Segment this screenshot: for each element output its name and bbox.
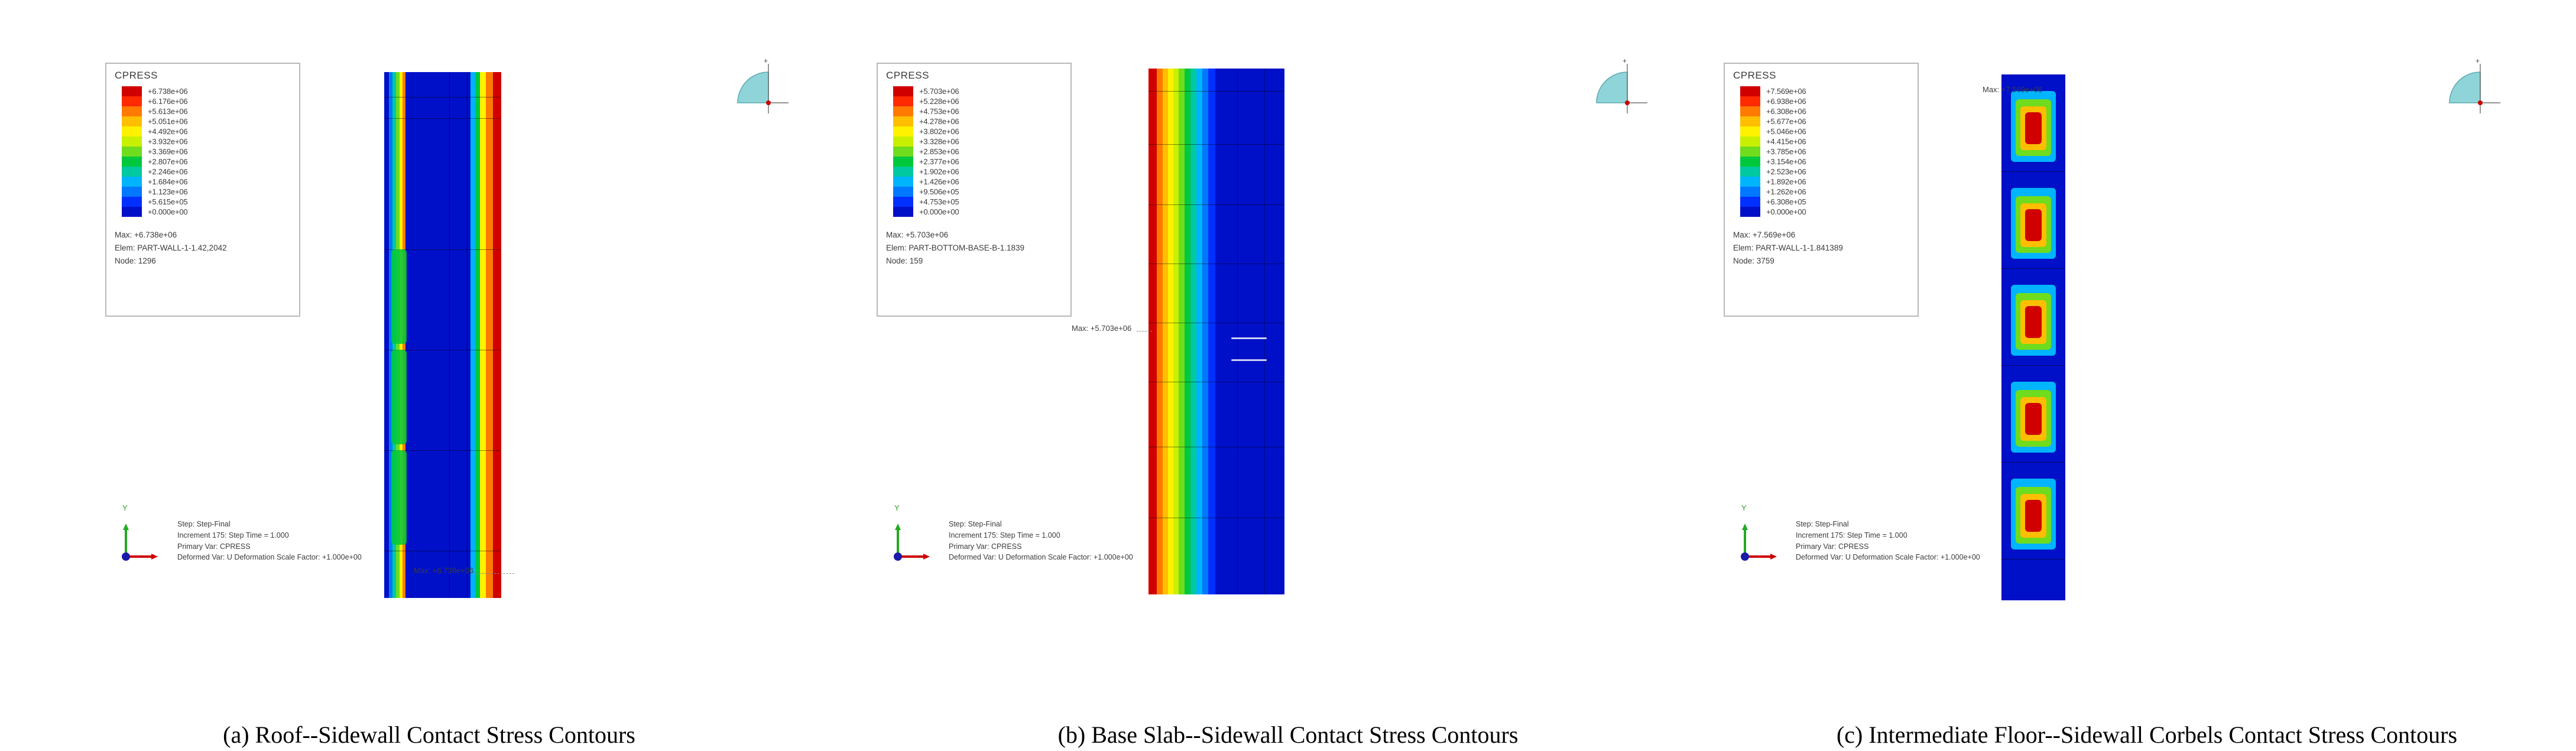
contour-band bbox=[405, 72, 474, 598]
legend-value: +2.807e+06 bbox=[148, 157, 188, 166]
legend-entry bbox=[122, 147, 188, 157]
orientation-plus-label: + bbox=[1623, 57, 1627, 65]
legend-entry bbox=[893, 86, 959, 96]
legend-value: +4.753e+05 bbox=[919, 197, 959, 206]
orientation-icon bbox=[2439, 59, 2504, 124]
primary-var-line: Primary Var: CPRESS bbox=[949, 542, 1022, 551]
legend-entry bbox=[893, 187, 959, 197]
legend-swatch bbox=[1740, 116, 1760, 126]
stress-hotspot bbox=[391, 350, 407, 444]
legend-entry bbox=[1740, 86, 1806, 96]
panel-a-step-text bbox=[177, 519, 362, 563]
panel-c-legend-footer-node: Node: 3759 bbox=[1733, 256, 1774, 265]
legend-entry bbox=[1740, 207, 1806, 217]
panel-c-contour-inner bbox=[2001, 74, 2065, 600]
legend-value: +1.262e+06 bbox=[1766, 187, 1806, 196]
contour-band bbox=[1185, 69, 1190, 594]
legend-entry bbox=[122, 177, 188, 187]
panel-a-legend-scale bbox=[122, 86, 188, 217]
panel-c-step-text bbox=[1796, 519, 1980, 563]
legend-entry bbox=[1740, 126, 1806, 136]
legend-entry bbox=[122, 126, 188, 136]
legend-swatch bbox=[122, 136, 142, 147]
legend-value: +1.684e+06 bbox=[148, 177, 188, 186]
axis-label-y: Y bbox=[122, 503, 128, 512]
legend-value: +6.738e+06 bbox=[148, 87, 188, 96]
legend-swatch bbox=[122, 207, 142, 217]
increment-line: Increment 175: Step Time = 1.000 bbox=[177, 531, 289, 539]
contour-band bbox=[486, 72, 493, 598]
stress-hotspot bbox=[391, 450, 407, 545]
mesh-line bbox=[2001, 268, 2065, 269]
orientation-icon bbox=[1586, 59, 1651, 124]
contour-band bbox=[1173, 69, 1179, 594]
legend-value: +9.506e+05 bbox=[919, 187, 959, 196]
legend-entry bbox=[893, 147, 959, 157]
legend-swatch bbox=[1740, 86, 1760, 96]
panel-c-legend bbox=[1724, 63, 1919, 317]
increment-line: Increment 175: Step Time = 1.000 bbox=[1796, 531, 1907, 539]
legend-swatch bbox=[893, 147, 913, 157]
legend-value: +1.123e+06 bbox=[148, 187, 188, 196]
legend-swatch bbox=[122, 177, 142, 187]
legend-swatch bbox=[893, 187, 913, 197]
legend-entry bbox=[893, 157, 959, 167]
step-line: Step: Step-Final bbox=[949, 520, 1002, 528]
panel-c-legend-title: CPRESS bbox=[1733, 70, 1776, 81]
legend-value: +2.523e+06 bbox=[1766, 167, 1806, 176]
contour-band bbox=[1196, 69, 1202, 594]
legend-swatch bbox=[1740, 177, 1760, 187]
deformed-var-line: Deformed Var: U Deformation Scale Factor: +1.000e+00 bbox=[949, 553, 1133, 562]
contour-band bbox=[1163, 69, 1168, 594]
legend-value: +4.753e+06 bbox=[919, 107, 959, 116]
mesh-line bbox=[2001, 559, 2065, 560]
legend-entry bbox=[122, 197, 188, 207]
legend-entry bbox=[122, 187, 188, 197]
legend-swatch bbox=[1740, 207, 1760, 217]
legend-swatch bbox=[893, 106, 913, 116]
deformed-var-line: Deformed Var: U Deformation Scale Factor: +1.000e+00 bbox=[177, 553, 362, 562]
panel-a-legend bbox=[105, 63, 300, 317]
axis-label-y: Y bbox=[894, 503, 900, 512]
contour-band bbox=[1179, 69, 1185, 594]
axis-triad-icon bbox=[115, 514, 168, 567]
legend-value: +5.228e+06 bbox=[919, 97, 959, 106]
legend-entry bbox=[1740, 157, 1806, 167]
legend-value: +3.328e+06 bbox=[919, 137, 959, 146]
legend-swatch bbox=[1740, 126, 1760, 136]
panel-a-plot bbox=[0, 24, 858, 615]
primary-var-line: Primary Var: CPRESS bbox=[177, 542, 251, 551]
step-line: Step: Step-Final bbox=[177, 520, 231, 528]
panel-c-max-annotation: Max: +7.569e+06 bbox=[1983, 85, 2043, 94]
panel-b-orientation-widget bbox=[1586, 59, 1651, 124]
panel-b-legend-footer-elem: Elem: PART-BOTTOM-BASE-B-1.1839 bbox=[886, 243, 1025, 252]
mesh-highlight bbox=[1231, 337, 1267, 339]
contour-band bbox=[475, 72, 480, 598]
panel-a-caption: (a) Roof--Sidewall Contact Stress Contours bbox=[223, 721, 635, 748]
legend-entry bbox=[893, 106, 959, 116]
stress-hotspot bbox=[2025, 403, 2042, 435]
orientation-plus-label: + bbox=[764, 57, 768, 65]
legend-entry bbox=[893, 136, 959, 147]
panel-b-contour-image bbox=[1149, 69, 1284, 594]
panel-b-legend-footer-max: Max: +5.703e+06 bbox=[886, 230, 949, 239]
legend-swatch bbox=[1740, 136, 1760, 147]
panel-c-legend-footer-elem: Elem: PART-WALL-1-1.841389 bbox=[1733, 243, 1843, 252]
contour-band bbox=[384, 72, 389, 598]
legend-entry bbox=[893, 116, 959, 126]
legend-swatch bbox=[893, 96, 913, 106]
legend-entry bbox=[893, 207, 959, 217]
panel-c-legend-scale bbox=[1740, 86, 1806, 217]
legend-swatch bbox=[122, 147, 142, 157]
panel-b-caption: (b) Base Slab--Sidewall Contact Stress Contours bbox=[1057, 721, 1519, 748]
legend-swatch bbox=[1740, 147, 1760, 157]
legend-swatch bbox=[893, 197, 913, 207]
legend-entry bbox=[893, 167, 959, 177]
legend-swatch bbox=[893, 86, 913, 96]
axis-triad-icon bbox=[887, 514, 940, 567]
legend-swatch bbox=[122, 86, 142, 96]
axis-label-y: Y bbox=[1741, 503, 1747, 512]
legend-swatch bbox=[893, 177, 913, 187]
panel-a-legend-footer-max: Max: +6.738e+06 bbox=[115, 230, 177, 239]
legend-value: +1.426e+06 bbox=[919, 177, 959, 186]
contour-band bbox=[1190, 69, 1196, 594]
panel-c-axis-triad bbox=[1734, 503, 1787, 567]
stress-hotspot bbox=[391, 249, 407, 344]
legend-entry bbox=[122, 116, 188, 126]
legend-entry bbox=[1740, 177, 1806, 187]
legend-value: +6.308e+05 bbox=[1766, 197, 1806, 206]
contour-band bbox=[480, 72, 486, 598]
increment-line: Increment 175: Step Time = 1.000 bbox=[949, 531, 1060, 539]
legend-entry bbox=[1740, 167, 1806, 177]
panel-a-contour-inner bbox=[384, 72, 501, 598]
panel-c-legend-footer-max: Max: +7.569e+06 bbox=[1733, 230, 1796, 239]
legend-value: +7.569e+06 bbox=[1766, 87, 1806, 96]
legend-value: +0.000e+00 bbox=[919, 207, 959, 216]
legend-entry bbox=[122, 96, 188, 106]
legend-entry bbox=[1740, 147, 1806, 157]
contour-band bbox=[1215, 69, 1284, 594]
deformed-var-line: Deformed Var: U Deformation Scale Factor: +1.000e+00 bbox=[1796, 553, 1980, 562]
legend-entry bbox=[1740, 96, 1806, 106]
contour-band bbox=[1149, 69, 1157, 594]
panel-a-legend-footer-node: Node: 1296 bbox=[115, 256, 156, 265]
mesh-line bbox=[1264, 69, 1265, 594]
legend-swatch bbox=[1740, 187, 1760, 197]
legend-value: +1.902e+06 bbox=[919, 167, 959, 176]
panel-b-legend-scale bbox=[893, 86, 959, 217]
legend-value: +4.278e+06 bbox=[919, 117, 959, 126]
legend-swatch bbox=[893, 157, 913, 167]
legend-value: +4.492e+06 bbox=[148, 127, 188, 136]
legend-value: +2.246e+06 bbox=[148, 167, 188, 176]
legend-value: +4.415e+06 bbox=[1766, 137, 1806, 146]
legend-entry bbox=[893, 126, 959, 136]
panel-b-legend bbox=[877, 63, 1072, 317]
legend-swatch bbox=[1740, 197, 1760, 207]
legend-value: +5.051e+06 bbox=[148, 117, 188, 126]
legend-swatch bbox=[122, 126, 142, 136]
panel-b-contour-inner bbox=[1149, 69, 1284, 594]
mesh-line bbox=[2001, 462, 2065, 463]
panel-a-orientation-widget bbox=[727, 59, 792, 124]
legend-swatch bbox=[122, 197, 142, 207]
figure-panel-b bbox=[859, 24, 1717, 751]
legend-swatch bbox=[893, 207, 913, 217]
legend-entry bbox=[122, 106, 188, 116]
panel-b-legend-title: CPRESS bbox=[886, 70, 929, 81]
axis-triad-icon bbox=[1734, 514, 1787, 567]
legend-entry bbox=[1740, 116, 1806, 126]
legend-value: +0.000e+00 bbox=[148, 207, 188, 216]
stress-hotspot bbox=[2025, 500, 2042, 532]
panel-a-legend-footer-elem: Elem: PART-WALL-1-1.42,2042 bbox=[115, 243, 227, 252]
mesh-line bbox=[2001, 171, 2065, 172]
legend-value: +5.703e+06 bbox=[919, 87, 959, 96]
panel-a-contour-image bbox=[384, 72, 501, 598]
legend-swatch bbox=[122, 157, 142, 167]
step-line: Step: Step-Final bbox=[1796, 520, 1849, 528]
legend-swatch bbox=[1740, 96, 1760, 106]
panel-a-max-annotation: Max: +6.738e+06 bbox=[414, 566, 474, 575]
legend-entry bbox=[893, 197, 959, 207]
contour-band bbox=[1157, 69, 1163, 594]
legend-value: +6.308e+06 bbox=[1766, 107, 1806, 116]
mesh-line bbox=[467, 72, 468, 598]
stress-hotspot bbox=[2025, 306, 2042, 338]
panel-c-plot bbox=[1718, 24, 2576, 615]
figure-panel-a bbox=[0, 24, 858, 751]
legend-swatch bbox=[1740, 167, 1760, 177]
panel-b-max-annotation: Max: +5.703e+06 bbox=[1072, 324, 1132, 333]
contour-band bbox=[471, 72, 475, 598]
legend-value: +3.932e+06 bbox=[148, 137, 188, 146]
contour-band bbox=[1168, 69, 1173, 594]
orientation-plus-label: + bbox=[2476, 57, 2480, 65]
mesh-line bbox=[1237, 69, 1238, 594]
legend-value: +2.377e+06 bbox=[919, 157, 959, 166]
contour-band bbox=[493, 72, 501, 598]
contour-band bbox=[1202, 69, 1208, 594]
legend-value: +5.615e+05 bbox=[148, 197, 188, 206]
panel-b-step-text bbox=[949, 519, 1133, 563]
mesh-highlight bbox=[1231, 359, 1267, 361]
legend-value: +5.677e+06 bbox=[1766, 117, 1806, 126]
panel-b-legend-footer-node: Node: 159 bbox=[886, 256, 923, 265]
legend-entry bbox=[893, 177, 959, 187]
legend-entry bbox=[122, 157, 188, 167]
legend-entry bbox=[1740, 197, 1806, 207]
panel-b-plot bbox=[859, 24, 1717, 615]
legend-swatch bbox=[122, 187, 142, 197]
panel-a-max-leader bbox=[473, 573, 514, 574]
contour-band bbox=[1208, 69, 1215, 594]
legend-entry bbox=[122, 136, 188, 147]
legend-swatch bbox=[893, 167, 913, 177]
legend-swatch bbox=[1740, 157, 1760, 167]
panel-a-legend-title: CPRESS bbox=[115, 70, 158, 81]
legend-swatch bbox=[893, 136, 913, 147]
figure-panel-c bbox=[1718, 24, 2576, 751]
legend-entry bbox=[1740, 187, 1806, 197]
legend-swatch bbox=[122, 167, 142, 177]
legend-value: +6.938e+06 bbox=[1766, 97, 1806, 106]
legend-value: +2.853e+06 bbox=[919, 147, 959, 156]
panel-a-axis-triad bbox=[115, 503, 168, 567]
mesh-line bbox=[2001, 365, 2065, 366]
legend-entry bbox=[893, 96, 959, 106]
legend-swatch bbox=[122, 106, 142, 116]
legend-swatch bbox=[122, 116, 142, 126]
legend-swatch bbox=[893, 126, 913, 136]
legend-value: +5.046e+06 bbox=[1766, 127, 1806, 136]
legend-value: +0.000e+00 bbox=[1766, 207, 1806, 216]
legend-value: +5.613e+06 bbox=[148, 107, 188, 116]
panel-c-contour-image bbox=[2001, 74, 2065, 600]
stress-hotspot bbox=[2025, 209, 2042, 241]
mesh-line bbox=[449, 72, 450, 598]
panel-c-caption: (c) Intermediate Floor--Sidewall Corbels Contact Stress Contours bbox=[1836, 721, 2458, 748]
legend-entry bbox=[1740, 136, 1806, 147]
panel-c-orientation-widget bbox=[2439, 59, 2504, 124]
legend-value: +3.785e+06 bbox=[1766, 147, 1806, 156]
mesh-line bbox=[384, 118, 501, 119]
legend-entry bbox=[122, 207, 188, 217]
panel-b-axis-triad bbox=[887, 503, 940, 567]
stress-hotspot bbox=[2025, 112, 2042, 144]
legend-entry bbox=[122, 86, 188, 96]
legend-value: +3.154e+06 bbox=[1766, 157, 1806, 166]
legend-swatch bbox=[1740, 106, 1760, 116]
legend-swatch bbox=[122, 96, 142, 106]
legend-value: +6.176e+06 bbox=[148, 97, 188, 106]
legend-value: +1.892e+06 bbox=[1766, 177, 1806, 186]
orientation-icon bbox=[727, 59, 792, 124]
legend-value: +3.802e+06 bbox=[919, 127, 959, 136]
legend-entry bbox=[122, 167, 188, 177]
primary-var-line: Primary Var: CPRESS bbox=[1796, 542, 1869, 551]
legend-entry bbox=[1740, 106, 1806, 116]
legend-value: +3.369e+06 bbox=[148, 147, 188, 156]
legend-swatch bbox=[893, 116, 913, 126]
